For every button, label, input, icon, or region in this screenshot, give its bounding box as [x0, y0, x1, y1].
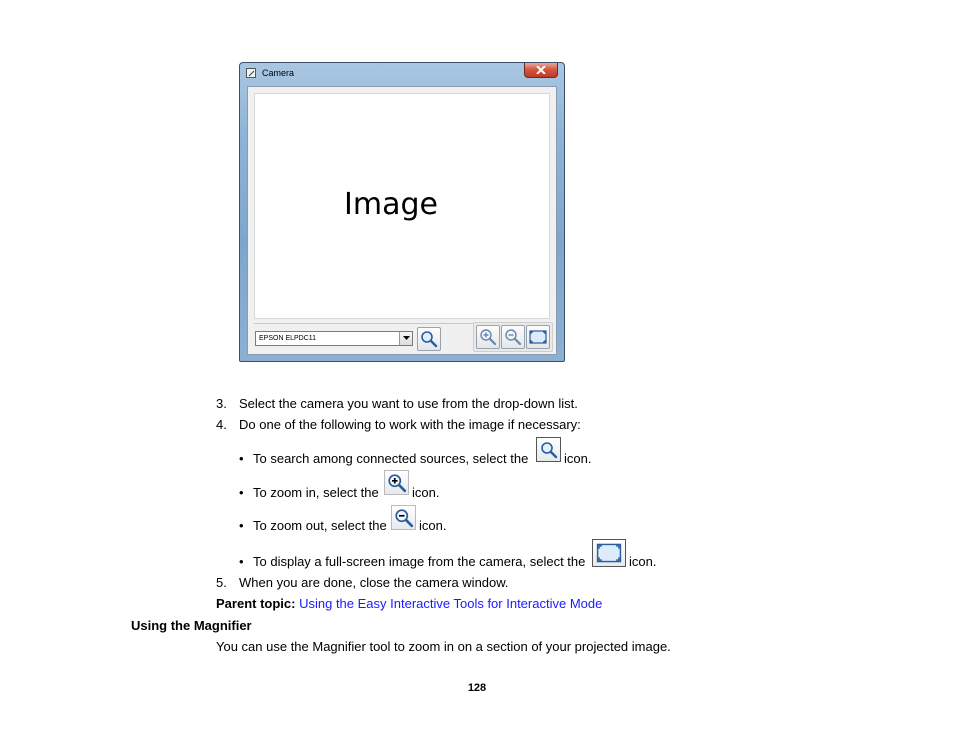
camera-window-screenshot	[239, 62, 565, 362]
step-number: 4.	[216, 417, 227, 432]
close-button[interactable]	[524, 63, 558, 78]
bullet-text: To zoom out, select the	[253, 518, 387, 533]
dropdown-arrow-icon[interactable]	[399, 332, 412, 345]
bullet-text-suffix: icon.	[629, 554, 657, 569]
page-number: 128	[467, 682, 487, 694]
bullet-text: To search among connected sources, select the	[253, 451, 529, 466]
zoom-in-icon	[479, 328, 497, 346]
zoom-out-icon	[504, 328, 522, 346]
section-body: You can use the Magnifier tool to zoom in on a section of your projected image.	[216, 639, 671, 654]
camera-source-value: EPSON ELPDC11	[259, 335, 317, 342]
section-heading: Using the Magnifier	[131, 618, 252, 633]
magnifier-icon	[420, 330, 438, 348]
parent-topic-label: Parent topic:	[216, 596, 296, 611]
step-number: 5.	[216, 575, 227, 590]
bullet-marker: •	[239, 451, 244, 466]
bullet-marker: •	[239, 554, 244, 569]
bullet-text: To zoom in, select the	[253, 485, 379, 500]
camera-app-icon	[246, 68, 256, 78]
fullscreen-icon	[529, 330, 547, 344]
camera-window-client	[247, 86, 557, 355]
zoom-out-button-inline	[391, 505, 416, 530]
camera-source-dropdown[interactable]	[255, 331, 413, 346]
search-button[interactable]	[417, 327, 441, 351]
parent-topic-link[interactable]: Using the Easy Interactive Tools for Interactive Mode	[299, 596, 603, 611]
zoom-in-button[interactable]	[476, 325, 500, 349]
search-button-inline	[536, 437, 561, 462]
step-number: 3.	[216, 396, 227, 411]
zoom-in-button-inline	[384, 470, 409, 495]
camera-image-area	[254, 93, 550, 319]
zoom-in-icon	[387, 473, 407, 493]
image-placeholder-text: Image	[344, 187, 438, 222]
fullscreen-icon	[595, 543, 623, 563]
zoom-out-icon	[394, 508, 414, 528]
fullscreen-button-inline	[592, 539, 626, 567]
bullet-text-suffix: icon.	[412, 485, 440, 500]
zoom-out-button[interactable]	[501, 325, 525, 349]
camera-window-titlebar	[240, 63, 564, 85]
step-text: Select the camera you want to use from the drop-down list.	[239, 396, 578, 411]
bullet-marker: •	[239, 485, 244, 500]
bullet-text-suffix: icon.	[564, 451, 592, 466]
parent-topic	[216, 596, 602, 611]
close-icon	[536, 66, 546, 74]
bullet-text-suffix: icon.	[419, 518, 447, 533]
step-text: Do one of the following to work with the image if necessary:	[239, 417, 581, 432]
magnifier-icon	[540, 441, 558, 459]
bullet-marker: •	[239, 518, 244, 533]
bullet-text: To display a full-screen image from the camera, select the	[253, 554, 586, 569]
step-text: When you are done, close the camera window.	[239, 575, 509, 590]
fullscreen-button[interactable]	[526, 325, 550, 349]
camera-window-title: Camera	[262, 68, 295, 78]
